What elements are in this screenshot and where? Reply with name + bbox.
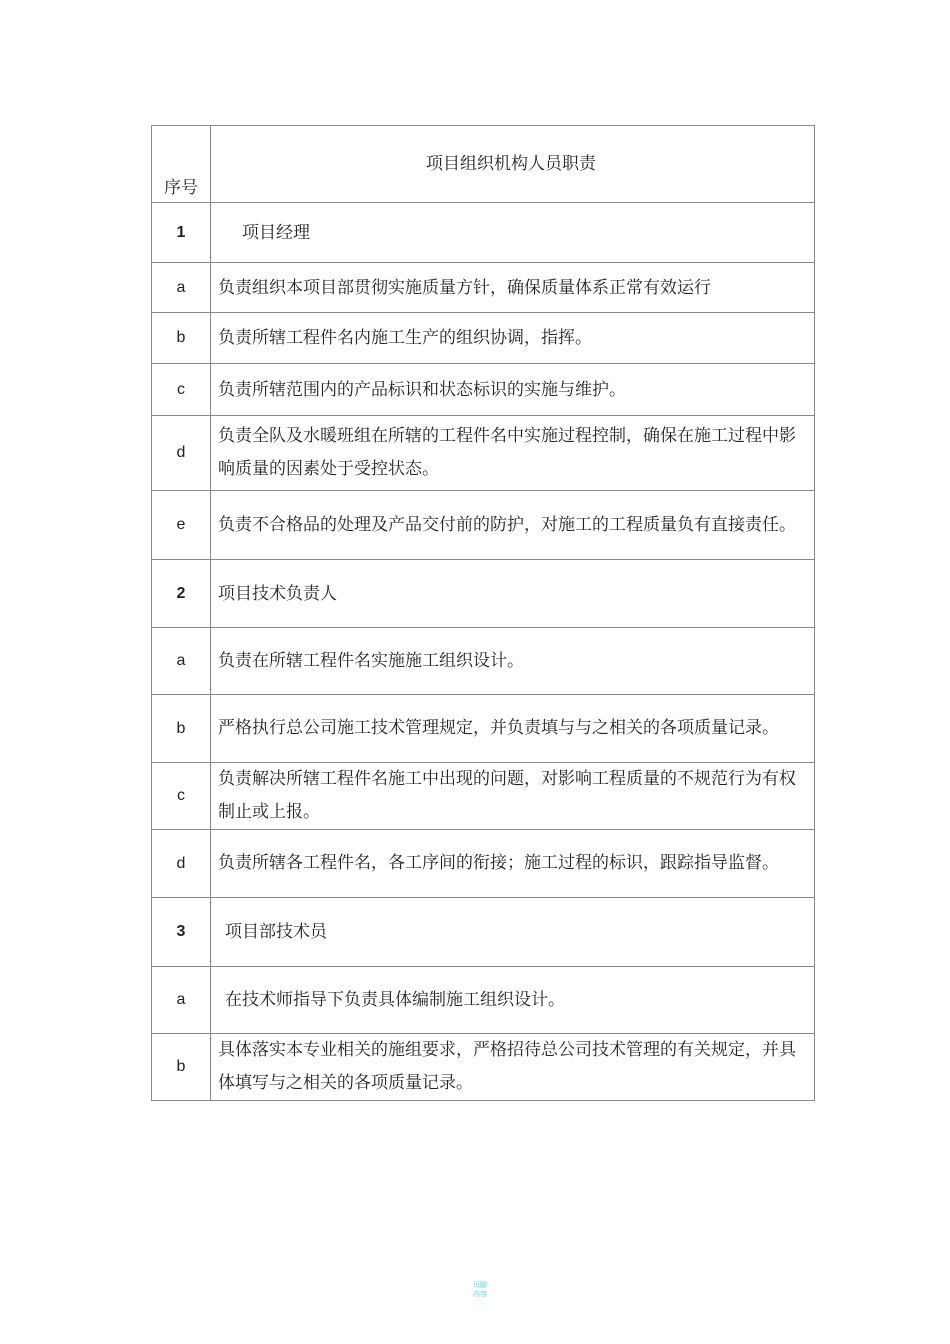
table-row: [152, 491, 815, 560]
row-text: [211, 560, 815, 628]
table-row: [152, 1034, 815, 1101]
row-number: b: [152, 313, 211, 364]
row-number: c: [152, 763, 211, 830]
row-text-content: 负责不合格品的处理及产品交付前的防护，对施工的工程质量负有直接责任。: [218, 514, 796, 535]
table-row: [152, 763, 815, 830]
table-row: [152, 263, 815, 313]
row-text-content: 项目部技术员: [225, 922, 327, 942]
row-text: [211, 967, 815, 1034]
row-text-content: 具体落实本专业相关的施组要求，严格招待总公司技术管理的有关规定，并具体填写与之相关的各项质量记录。: [218, 1040, 796, 1093]
row-number: 2: [152, 560, 211, 628]
row-text: [211, 203, 815, 263]
row-number: e: [152, 491, 211, 560]
row-number: d: [152, 830, 211, 898]
row-text: [211, 695, 815, 763]
row-number: a: [152, 263, 211, 313]
header-title-cell: 项目组织机构人员职责: [211, 126, 815, 203]
table-row: [152, 313, 815, 364]
table-header-row: [152, 126, 815, 203]
table-row: [152, 967, 815, 1034]
row-text: [211, 830, 815, 898]
row-text-content: 项目技术负责人: [218, 583, 337, 604]
table-row: [152, 416, 815, 491]
row-number: a: [152, 967, 211, 1034]
footer-line-1: 页脚: [473, 1281, 487, 1289]
row-number: b: [152, 695, 211, 763]
row-text-content: 负责所辖工程件名内施工生产的组织协调，指挥。: [218, 328, 592, 348]
row-text-content: 项目经理: [242, 222, 310, 243]
row-text: [211, 416, 815, 491]
table-row: [152, 560, 815, 628]
row-text-content: 负责所辖各工程件名，各工序间的衔接；施工过程的标识，跟踪指导监督。: [218, 853, 779, 873]
header-seq-cell: 序号: [152, 126, 211, 203]
row-text: [211, 898, 815, 967]
row-text: [211, 628, 815, 695]
row-text: [211, 364, 815, 416]
row-number: c: [152, 364, 211, 416]
row-text-content: 负责在所辖工程件名实施施工组织设计。: [218, 651, 524, 671]
table-row: [152, 898, 815, 967]
row-number: 3: [152, 898, 211, 967]
row-text: [211, 313, 815, 364]
row-text-content: 负责全队及水暖班组在所辖的工程件名中实施过程控制，确保在施工过程中影响质量的因素处于受控状态。: [218, 426, 796, 479]
table-row: [152, 628, 815, 695]
table-row: [152, 364, 815, 416]
row-text: [211, 1034, 815, 1101]
row-number: 1: [152, 203, 211, 263]
table-row: [152, 830, 815, 898]
row-number: d: [152, 416, 211, 491]
row-text: [211, 491, 815, 560]
row-text-content: 严格执行总公司施工技术管理规定，并负责填与与之相关的各项质量记录。: [218, 718, 779, 738]
row-text-content: 负责解决所辖工程件名施工中出现的问题，对影响工程质量的不规范行为有权制止或上报。: [218, 769, 796, 822]
row-text-content: 负责组织本项目部贯彻实施质量方针，确保质量体系正常有效运行: [218, 277, 711, 298]
row-text-content: 在技术师指导下负责具体编制施工组织设计。: [225, 990, 565, 1010]
duty-table: [151, 125, 815, 1101]
row-text-content: 负责所辖范围内的产品标识和状态标识的实施与维护。: [218, 379, 626, 400]
row-text: [211, 263, 815, 313]
page-footer: [465, 1281, 495, 1299]
row-number: b: [152, 1034, 211, 1101]
row-text: [211, 763, 815, 830]
row-number: a: [152, 628, 211, 695]
footer-line-2: 内容: [473, 1290, 487, 1298]
table-row: [152, 203, 815, 263]
table-row: [152, 695, 815, 763]
